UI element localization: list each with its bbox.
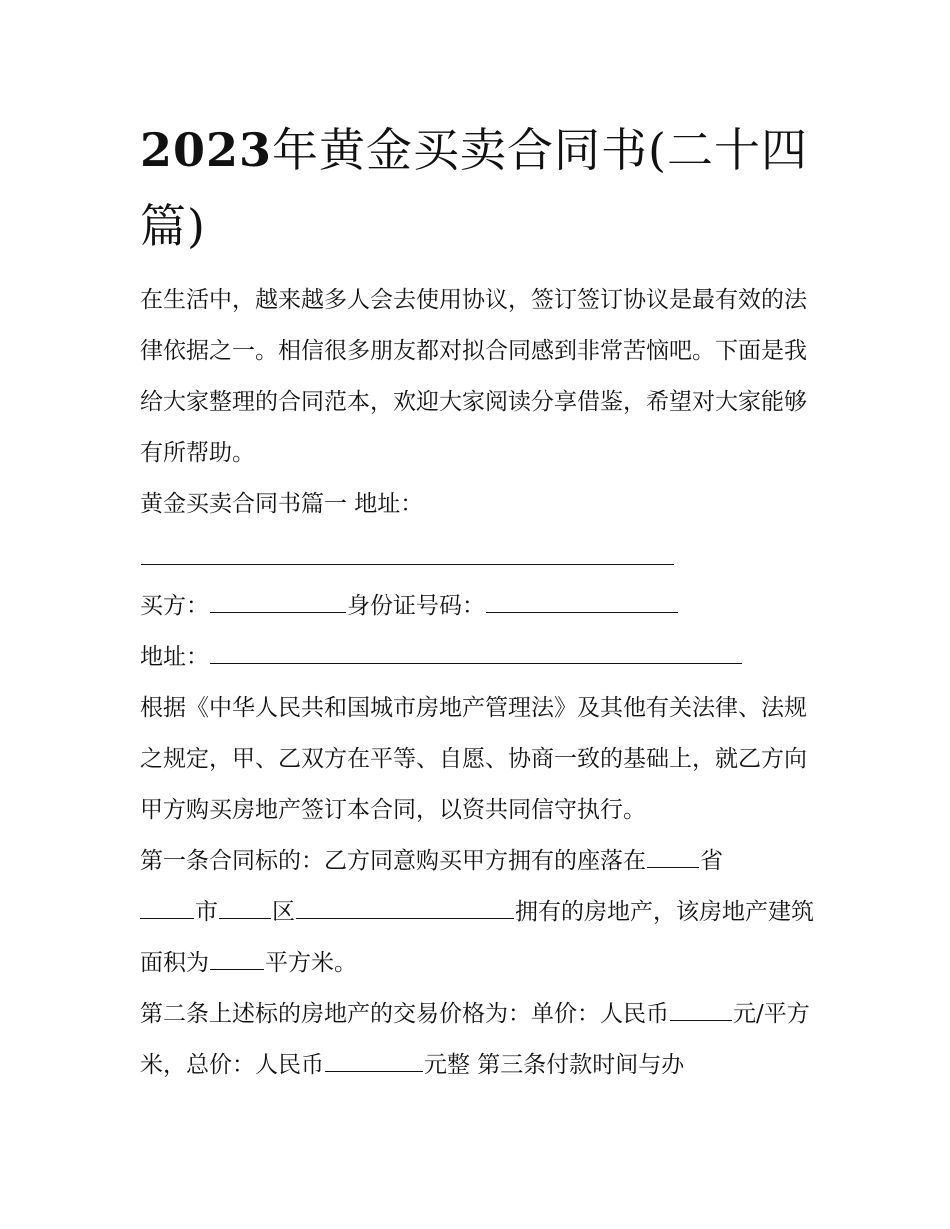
id-number-label: 身份证号码： (347, 593, 485, 619)
city-blank (140, 918, 194, 919)
address-label: 地址： (140, 644, 209, 670)
location-blank (296, 918, 514, 919)
total-price-blank (325, 1071, 423, 1072)
area-unit: 平方米。 (265, 950, 357, 976)
unit-price-blank (670, 1020, 732, 1021)
buyer-name-blank (210, 612, 346, 613)
document-title (140, 112, 820, 264)
article2-text-3: 元整 第三条付款时间与办 (424, 1052, 685, 1078)
title-year: 2023 (140, 123, 273, 177)
intro-paragraph: 在生活中，越来越多人会去使用协议，签订签订协议是最有效的法律依据之一。相信很多朋友都对拟合同感到非常苦恼吧。下面是我给大家整理的合同范本，欢迎大家阅读分享借鉴，希望对大家能够有所帮助。 (140, 287, 807, 466)
province-label: 省 (700, 848, 723, 874)
buyer-label: 买方： (140, 593, 209, 619)
province-blank (647, 867, 699, 868)
district-blank (219, 918, 271, 919)
address-blank-line (141, 564, 674, 565)
article2-text-2: 元/平方米，总价：人民币 (140, 1001, 810, 1078)
article2-paragraph (140, 989, 820, 1091)
district-label: 区 (272, 899, 295, 925)
address-blank-row (140, 530, 820, 581)
basis-paragraph: 根据《中华人民共和国城市房地产管理法》及其他有关法律、法规之规定，甲、乙双方在平等、自愿、协商一致的基础上，就乙方向甲方购买房地产签订本合同，以资共同信守执行。 (140, 695, 807, 823)
id-number-blank (486, 612, 678, 613)
article2-text-1: 第二条上述标的房地产的交易价格为：单价：人民币 (140, 1001, 669, 1027)
area-blank (210, 969, 264, 970)
buyer-line (140, 581, 820, 632)
city-label: 市 (195, 899, 218, 925)
address-blank (210, 663, 742, 664)
article1-text-2: 拥有的房地产，该房地产建筑面积为 (140, 899, 814, 976)
article1-text-1: 第一条合同标的：乙方同意购买甲方拥有的座落在 (140, 848, 646, 874)
document-body (140, 275, 820, 1091)
title-text: 年黄金买卖合同书(二十四篇) (140, 123, 808, 253)
article1-paragraph (140, 836, 820, 989)
section1-heading: 黄金买卖合同书篇一 地址： (140, 491, 424, 517)
address-line (140, 632, 820, 683)
